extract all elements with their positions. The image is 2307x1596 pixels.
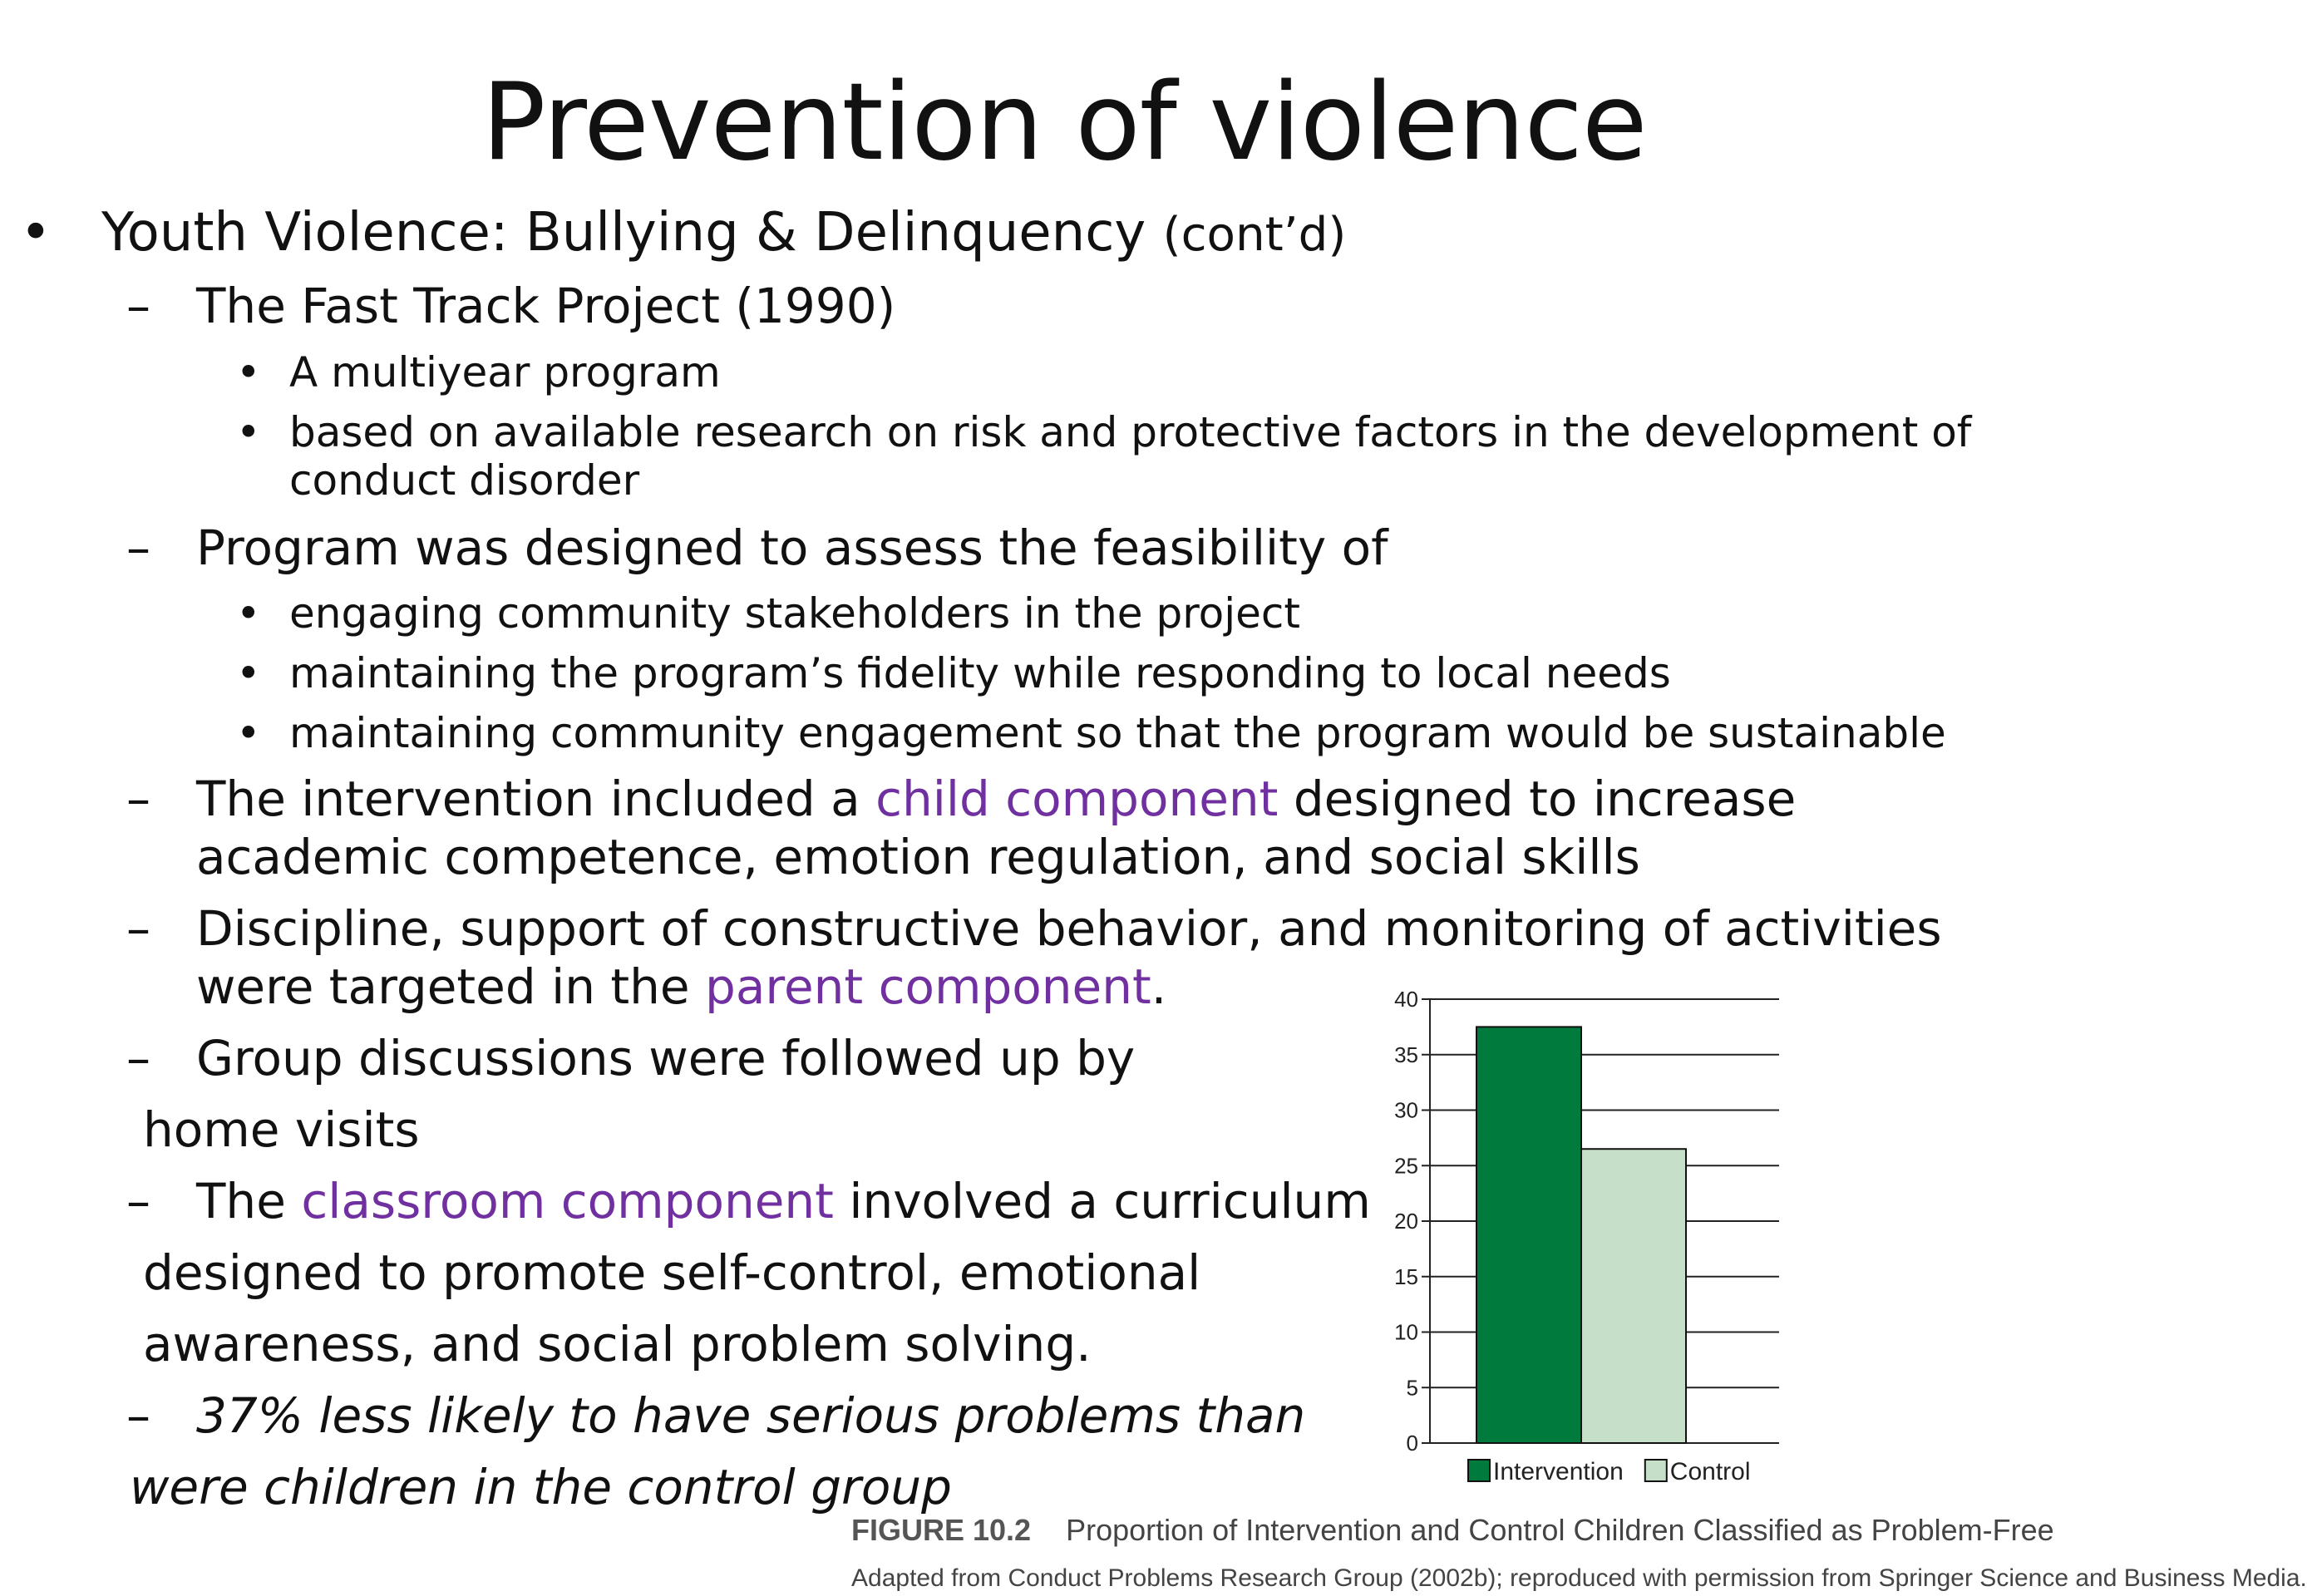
sub-bullet-dot: • [236, 709, 261, 757]
result-line-2: were children in the control group [130, 1459, 952, 1515]
feasibility-heading: Program was designed to assess the feasibility of [196, 520, 1388, 576]
child-pre: The intervention included a [196, 771, 876, 827]
classroom-line-3: awareness, and social problem solving. [143, 1316, 1092, 1372]
feas-item-2: maintaining the program’s fidelity while responding to local needs [289, 649, 1671, 697]
y-tick-label: 35 [1394, 1042, 1418, 1067]
ft-item-2: based on available research on risk and protective factors in the development of [289, 408, 1972, 456]
parent-component-line-2 [196, 958, 1166, 1016]
child-component-line-2: academic competence, emotion regulation, and social skills [196, 829, 1640, 885]
y-tick-label: 5 [1406, 1375, 1418, 1401]
bullet-youth-violence [101, 201, 1346, 267]
parent-pre: were targeted in the [196, 958, 706, 1015]
sub-bullet-dot: • [236, 408, 261, 456]
bullet-youth-violence-text: Youth Violence: Bullying & Delinquency [101, 202, 1146, 264]
y-tick-label: 20 [1394, 1209, 1418, 1234]
classroom-line [196, 1172, 1371, 1230]
y-tick-label: 25 [1394, 1153, 1418, 1179]
bullet-contd: (cont’d) [1162, 208, 1347, 262]
dash: – [126, 1030, 150, 1086]
bullet-dot: • [20, 202, 52, 264]
dash: – [126, 520, 150, 576]
y-tick-label: 15 [1394, 1264, 1418, 1289]
group-line-2: home visits [143, 1101, 420, 1158]
bar-chart [1372, 981, 1804, 1513]
bar-intervention [1476, 1027, 1581, 1443]
parent-component-line: Discipline, support of constructive behavior, and monitoring of activities [196, 900, 1942, 957]
parent-post: . [1151, 958, 1167, 1015]
dash: – [126, 1387, 150, 1444]
fast-track-heading: The Fast Track Project (1990) [196, 278, 896, 334]
ft-item-2-cont: conduct disorder [289, 456, 640, 505]
feas-item-1: engaging community stakeholders in the project [289, 589, 1300, 638]
sub-bullet-dot: • [236, 348, 261, 397]
bar-chart-svg [1372, 981, 1804, 1513]
group-line: Group discussions were followed up by [196, 1030, 1136, 1086]
dash: – [126, 1173, 150, 1229]
dash: – [126, 278, 150, 334]
child-post: designed to increase [1278, 771, 1797, 827]
sub-bullet-dot: • [236, 649, 261, 697]
legend-swatch-control [1645, 1460, 1667, 1481]
figure-caption [851, 1513, 2054, 1548]
y-tick-label: 40 [1394, 987, 1418, 1012]
legend-label-control: Control [1669, 1458, 1751, 1485]
figure-caption-text: Proportion of Intervention and Control Children Classified as Problem-Free [1066, 1513, 2054, 1547]
dash: – [126, 900, 150, 957]
classroom-component-highlight: classroom component [301, 1173, 834, 1229]
bar-control [1581, 1149, 1686, 1443]
classroom-line-2: designed to promote self-control, emotional [143, 1244, 1201, 1301]
dash: – [126, 771, 150, 827]
legend-swatch-intervention [1468, 1460, 1490, 1481]
y-tick-label: 30 [1394, 1097, 1418, 1123]
legend-label-intervention: Intervention [1493, 1458, 1624, 1485]
result-line: 37% less likely to have serious problems than [196, 1387, 1306, 1444]
figure-label: FIGURE 10.2 [851, 1513, 1032, 1547]
child-component-line [196, 770, 1796, 828]
sub-bullet-dot: • [236, 589, 261, 638]
feas-item-3: maintaining community engagement so that the program would be sustainable [289, 709, 1946, 757]
parent-component-highlight: parent component [705, 958, 1151, 1015]
ft-item-1: A multiyear program [289, 348, 721, 397]
classroom-post: involved a curriculum [833, 1173, 1371, 1229]
y-tick-label: 0 [1406, 1431, 1418, 1456]
child-component-highlight: child component [875, 771, 1279, 827]
classroom-pre: The [196, 1173, 302, 1229]
slide-title: Prevention of violence [481, 61, 1647, 185]
figure-source: Adapted from Conduct Problems Research Group (2002b); reproduced with permission from Springer Science and Business Media. [851, 1564, 2307, 1592]
y-tick-label: 10 [1394, 1319, 1418, 1345]
